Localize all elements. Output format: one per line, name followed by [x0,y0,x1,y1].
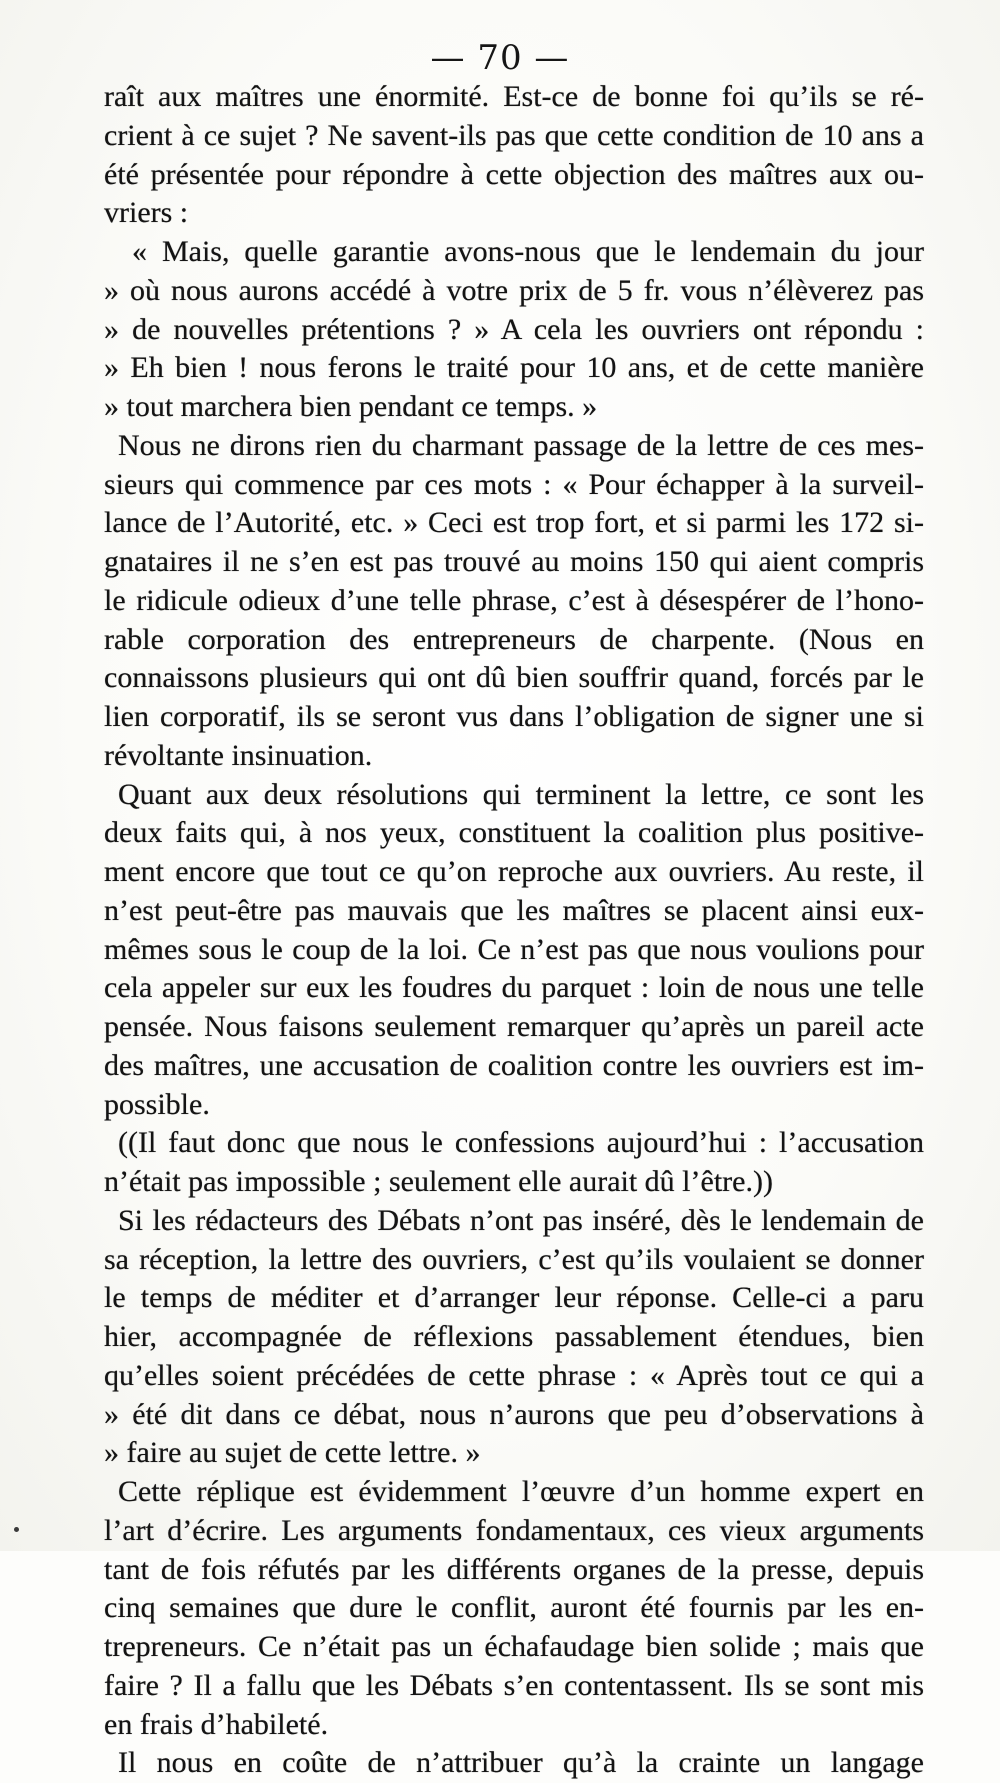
text-line: gnataires il ne s’en est pas trouvé au moins 150 qui aient compris [104,545,924,578]
text-line: sa réception, la lettre des ouvriers, c’est qu’ils voulaient se donner [104,1242,924,1276]
text-line: » tout marchera bien pendant ce temps. » [104,390,598,423]
text-line: ((Il faut donc que nous le confessions aujourd’hui : l’accusation [118,1126,924,1160]
text-line: en frais d’habileté. [104,1707,329,1741]
text-line: le temps de méditer et d’arranger leur réponse. Celle-ci a paru [104,1281,924,1315]
text-line: pensée. Nous faisons seulement remarquer qu’après un pareil acte [104,1010,924,1043]
text-line: le ridicule odieux d’une telle phrase, c’est à désespérer de l’hono- [104,583,924,617]
text-line: » Eh bien ! nous ferons le traité pour 10 ans, et de cette manière [104,351,924,385]
text-line: rable corporation des entrepreneurs de charpente. (Nous en [104,622,924,656]
text-line: vriers : [104,196,189,230]
text-line: l’art d’écrire. Les arguments fondamentaux, ces vieux arguments [104,1513,924,1547]
text-line: n’était pas impossible ; seulement elle aurait dû l’être.)) [104,1165,773,1198]
text-line: » faire au sujet de cette lettre. » [104,1436,481,1470]
text-line: Nous ne dirons rien du charmant passage de la lettre de ces mes- [118,428,924,462]
text-line: » de nouvelles prétentions ? » A cela les ouvriers ont répondu : [104,312,924,346]
text-line: raît aux maîtres une énormité. Est-ce de bonne foi qu’ils se ré- [104,80,924,113]
text-line: trepreneurs. Ce n’était pas un échafaudage bien solide ; mais que [104,1630,924,1663]
text-line: des maîtres, une accusation de coalition contre les ouvriers est im- [104,1048,924,1082]
text-line: Si les rédacteurs des Débats n’ont pas inséré, dès le lendemain de [118,1203,924,1237]
text-line: deux faits qui, à nos yeux, constituent la coalition plus positive- [104,816,924,850]
text-line: cela appeler sur eux les foudres du parquet : loin de nous une telle [104,971,924,1005]
text-line: » où nous aurons accédé à votre prix de 5 fr. vous n’élèverez pas [104,273,924,307]
text-line: révoltante insinuation. [104,738,373,772]
text-line: « Mais, quelle garantie avons-nous que le lendemain du jour [132,235,924,268]
text-line: possible. [104,1087,210,1121]
text-line: Quant aux deux résolutions qui terminent la lettre, ce sont les [118,777,924,811]
text-line: connaissons plusieurs qui ont dû bien souffrir quand, forcés par le [104,661,924,695]
text-line: ment encore que tout ce qu’on reproche aux ouvriers. Au reste, il [104,855,924,888]
text-line: lien corporatif, ils se seront vus dans l’obligation de signer une si [104,700,924,733]
text-line: crient à ce sujet ? Ne savent-ils pas que cette condition de 10 ans a [104,118,924,152]
text-line: été présentée pour répondre à cette objection des maîtres aux ou- [104,157,924,191]
text-line: tant de fois réfutés par les différents organes de la presse, depuis [104,1552,924,1586]
text-line: n’est peut-être pas mauvais que les maîtres se placent ainsi eux- [104,893,924,927]
text-line: cinq semaines que dure le conflit, auront été fournis par les en- [104,1591,924,1625]
text-line: » été dit dans ce débat, nous n’aurons que peu d’observations à [104,1397,924,1431]
text-line: mêmes sous le coup de la loi. Ce n’est pas que nous voulions pour [104,932,924,966]
text-line: Cette réplique est évidemment l’œuvre d’un homme expert en [118,1475,924,1508]
text-line: sieurs qui commence par ces mots : « Pour échapper à la surveil- [104,467,924,501]
text-line: lance de l’Autorité, etc. » Ceci est trop fort, et si parmi les 172 si- [104,506,924,540]
text-line: hier, accompagnée de réflexions passablement étendues, bien [104,1320,924,1353]
text-line: Il nous en coûte de n’attribuer qu’à la crainte un langage [118,1746,924,1780]
body-text [104,78,924,1783]
ink-speck [14,1527,19,1532]
text-line: qu’elles soient précédées de cette phrase : « Après tout ce qui a [104,1358,924,1392]
page-number: — 70 — [430,38,570,78]
text-line: faire ? Il a fallu que les Débats s’en contentassent. Ils se sont mis [104,1668,924,1702]
